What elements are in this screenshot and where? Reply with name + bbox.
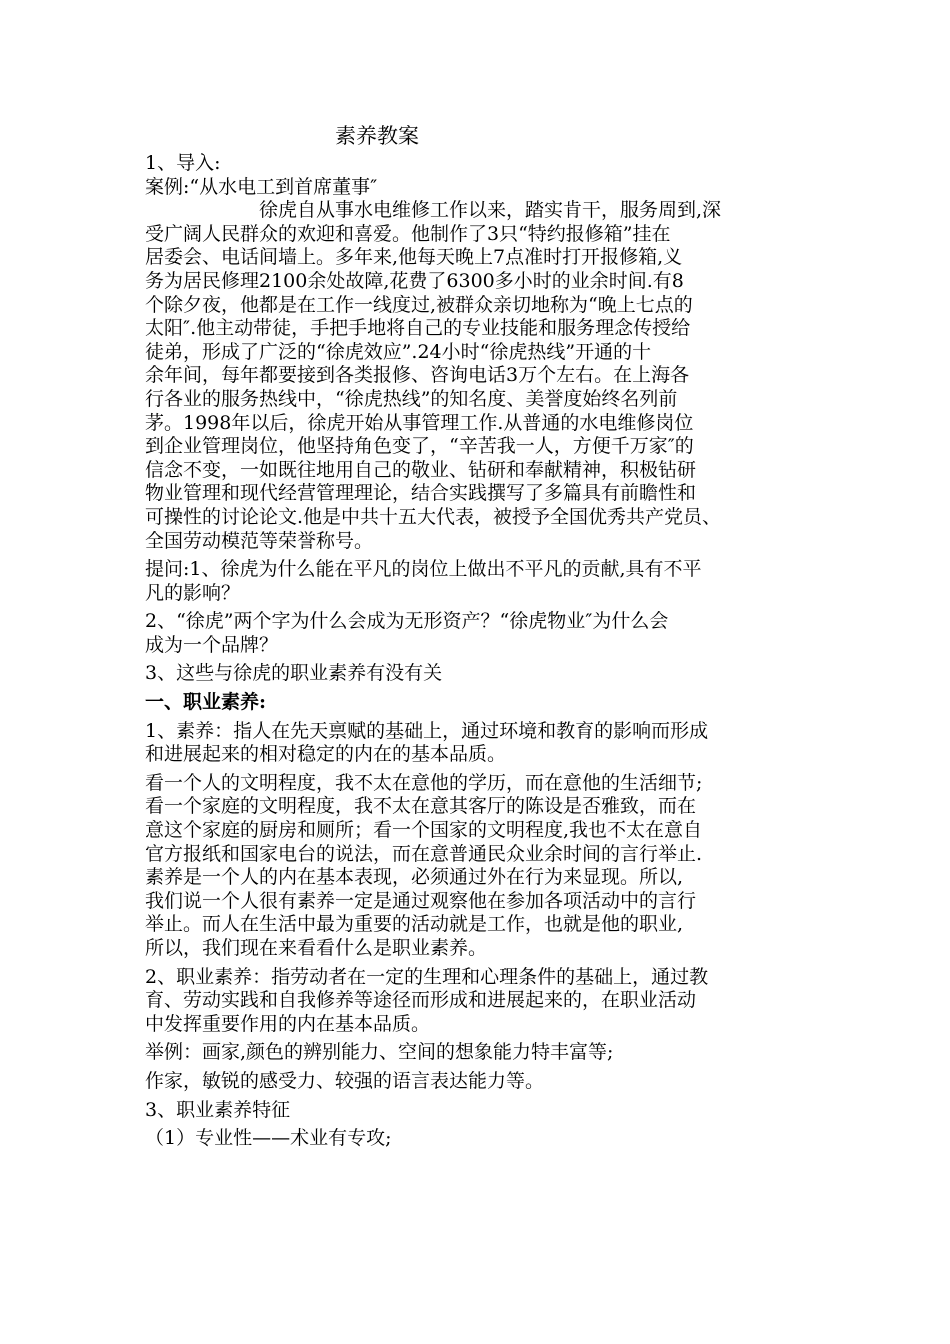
case-line: 余年间，每年都要接到各类报修、咨询电话3万个左右。在上海各	[145, 364, 690, 387]
case-line: 全国劳动模范等荣誉称号。	[145, 529, 374, 552]
question-3	[145, 662, 825, 686]
question-line: 2、“徐虎”两个字为什么会成为无形资产？“徐虎物业″为什么会	[145, 610, 669, 633]
case-line: 受广阔人民群众的欢迎和喜爱。他制作了3只“特约报修箱”挂在	[145, 222, 671, 245]
question-line: 3、这些与徐虎的职业素养有没有关	[145, 662, 443, 685]
case-line: 可操性的讨论论文.他是中共十五大代表，被授予全国优秀共产党员、	[145, 505, 722, 528]
example-painter	[145, 1041, 825, 1065]
features-heading-text: 3、职业素养特征	[145, 1098, 291, 1121]
document-page	[145, 120, 825, 1156]
question-2	[145, 610, 825, 657]
case-line: 居委会、电话间墙上。多年来,他每天晚上7点准时打开报修箱,义	[145, 246, 683, 269]
section-heading-text: 一、职业素养:	[145, 691, 267, 714]
feature-item	[145, 1127, 825, 1151]
civility-example	[145, 772, 825, 961]
case-line: 茅。1998年以后，徐虎开始从事管理工作.从普通的水电维修岗位	[145, 411, 694, 434]
definition-line: 和进展起来的相对稳定的内在的基本品质。	[145, 743, 507, 766]
case-line: 务为居民修理2100余处故障,花费了6300多小时的业余时间.有8	[145, 269, 684, 292]
case-line: 徐虎自从事水电维修工作以来，踏实肯干，服务周到,深	[259, 199, 722, 222]
case-line: 个除夕夜，他都是在工作一线度过,被群众亲切地称为“晚上七点的	[145, 293, 693, 316]
case-line: 徒弟，形成了广泛的“徐虎效应”.24小时“徐虎热线”开通的十	[145, 340, 652, 363]
case-title: 案例:“从水电工到首席董事″	[145, 175, 378, 198]
intro-heading: 1、导入:	[145, 152, 221, 174]
definition-line: 育、劳动实践和自我修养等途径而形成和进展起来的，在职业活动	[145, 989, 697, 1012]
example-line: 意这个家庭的厨房和厕所；看一个国家的文明程度,我也不太在意自	[145, 819, 703, 842]
example-writer	[145, 1070, 825, 1094]
case-line: 物业管理和现代经营管理理论，结合实践撰写了多篇具有前瞻性和	[145, 482, 697, 505]
case-line: 太阳″.他主动带徒，手把手地将自己的专业技能和服务理念传授给	[145, 317, 691, 340]
question-line: 凡的影响？	[145, 581, 241, 604]
case-line: 信念不变，一如既往地用自己的敬业、钻研和奉献精神，积极钻研	[145, 458, 697, 481]
example-line: 素养是一个人的内在基本表现，必须通过外在行为来显现。所以,	[145, 866, 684, 889]
example-line: 举止。而人在生活中最为重要的活动就是工作，也就是他的职业,	[145, 913, 684, 936]
definition-professional	[145, 966, 825, 1037]
example-line: 作家，敏锐的感受力、较强的语言表达能力等。	[145, 1069, 545, 1092]
definition-line: 中发挥重要作用的内在基本品质。	[145, 1012, 431, 1035]
definition-suyang	[145, 720, 825, 767]
case-line: 到企业管理岗位，他坚持角色变了，“辛苦我一人，方便千万家″的	[145, 435, 694, 458]
document-title: 素养教案	[335, 124, 419, 148]
example-line: 我们说一个人很有素养一定是通过观察他在参加各项活动中的言行	[145, 889, 697, 912]
case-line: 行各业的服务热线中，“徐虎热线”的知名度、美誉度始终名列前	[145, 387, 678, 410]
example-line: 官方报纸和国家电台的说法，而在意普通民众业余时间的言行举止.	[145, 842, 703, 865]
example-line: 举例：画家,颜色的辨别能力、空间的想象能力特丰富等;	[145, 1041, 614, 1064]
section-heading	[145, 691, 825, 715]
example-line: 看一个家庭的文明程度，我不太在意其客厅的陈设是否雅致，而在	[145, 795, 697, 818]
question-line: 成为一个品牌？	[145, 633, 279, 656]
definition-line: 2、职业素养：指劳动者在一定的生理和心理条件的基础上，通过教	[145, 965, 709, 988]
feature-line: （1）专业性——术业有专攻;	[145, 1127, 392, 1150]
definition-line: 1、素养：指人在先天禀赋的基础上，通过环境和教育的影响而形成	[145, 719, 709, 742]
features-heading	[145, 1099, 825, 1123]
case-paragraph	[145, 199, 825, 553]
example-line: 看一个人的文明程度，我不太在意他的学历，而在意他的生活细节;	[145, 771, 703, 794]
example-line: 所以，我们现在来看看什么是职业素养。	[145, 937, 488, 959]
question-line: 提问:1、徐虎为什么能在平凡的岗位上做出不平凡的贡献,具有不平	[145, 558, 702, 581]
question-1	[145, 558, 825, 605]
